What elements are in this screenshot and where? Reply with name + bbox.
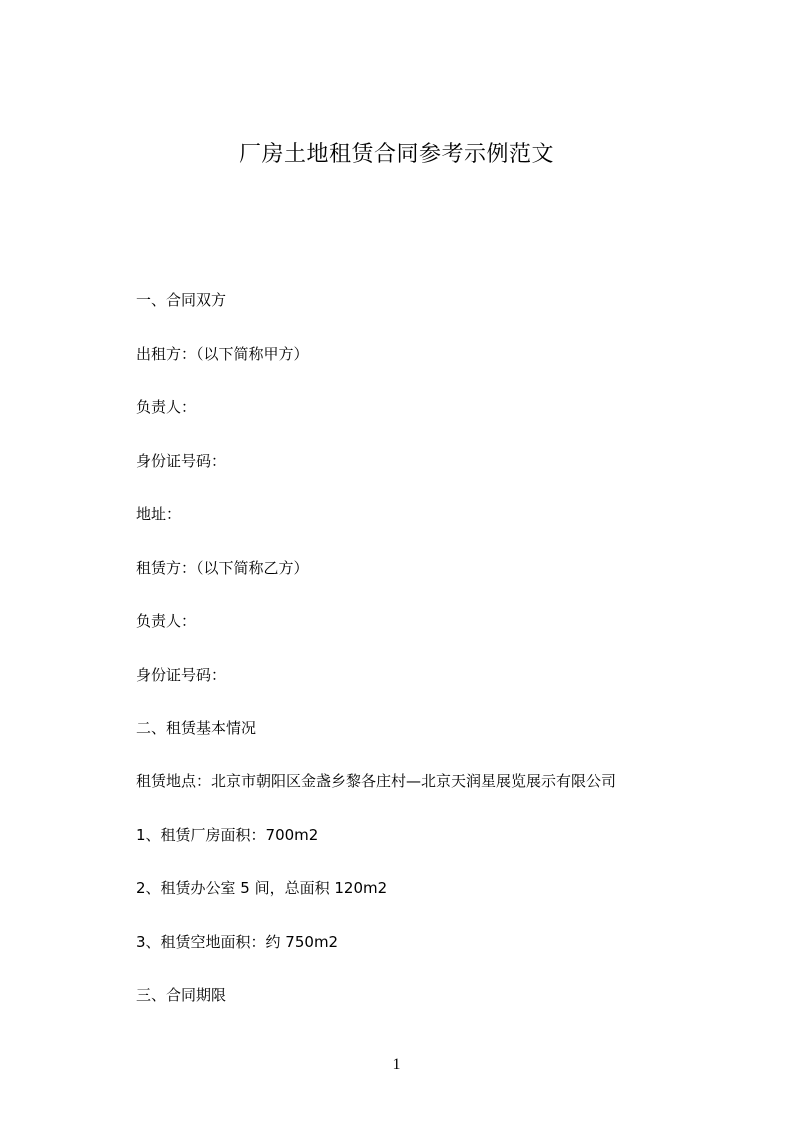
document-title: 厂房土地租赁合同参考示例范文 [238, 142, 554, 167]
lessor-line: 出租方：（以下简称甲方） [136, 345, 309, 363]
lessee-line: 租赁方：（以下简称乙方） [136, 559, 309, 577]
page-number: 1 [392, 1056, 401, 1073]
lease-item-office-rooms: 2、租赁办公室 5 间，总面积 120m2 [136, 879, 388, 897]
section-heading-parties: 一、合同双方 [136, 291, 227, 309]
lessor-responsible-person: 负责人： [136, 398, 197, 416]
lessor-address: 地址： [136, 505, 182, 523]
section-heading-contract-term: 三、合同期限 [136, 986, 227, 1004]
section-heading-lease-basics: 二、租赁基本情况 [136, 719, 257, 737]
lessor-id-number: 身份证号码： [136, 452, 227, 470]
lessee-id-number: 身份证号码： [136, 666, 227, 684]
lessee-responsible-person: 负责人： [136, 612, 197, 630]
lease-item-open-land: 3、租赁空地面积：约 750m2 [136, 933, 339, 951]
lease-item-workshop-area: 1、租赁厂房面积：700m2 [136, 826, 319, 844]
lease-location: 租赁地点：北京市朝阳区金盏乡黎各庄村—北京天润星展览展示有限公司 [136, 772, 617, 790]
